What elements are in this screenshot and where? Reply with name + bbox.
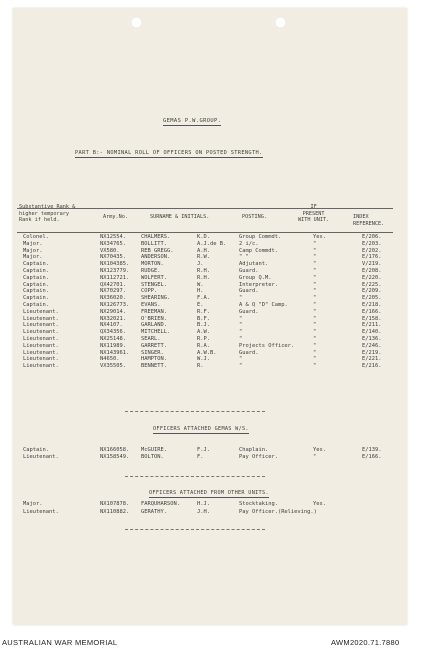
initials-cell: F.A. xyxy=(197,295,210,302)
posting-cell: " xyxy=(239,356,243,363)
posting-cell: " xyxy=(239,363,243,370)
present-cell: " xyxy=(313,261,317,268)
initials-cell: R.W. xyxy=(197,254,210,261)
initials-cell: A.W. xyxy=(197,329,210,336)
rank-cell: Lieutenant. xyxy=(23,322,59,329)
surname-cell: RUDGE. xyxy=(141,268,161,274)
index-cell: E/158. xyxy=(362,315,382,322)
index-cell: E/136. xyxy=(362,336,382,342)
initials-cell: R.P. xyxy=(197,336,210,342)
footer-source: AUSTRALIAN WAR MEMORIAL xyxy=(2,638,118,647)
surname-cell: ANDERSON. xyxy=(141,254,171,261)
initials-cell: R.F. xyxy=(197,308,210,315)
initials-cell: F. xyxy=(197,454,204,460)
present-cell: " xyxy=(313,240,317,247)
posting-cell: Guard. xyxy=(239,308,259,315)
present-cell: " xyxy=(313,336,317,342)
initials-cell: K.D. xyxy=(197,234,210,240)
section-divider xyxy=(125,411,265,412)
index-cell: E/218. xyxy=(362,302,382,308)
index-cell: E/220. xyxy=(362,274,382,281)
surname-cell: BENNETT. xyxy=(141,363,167,370)
header-posting: POSTING. xyxy=(242,214,267,220)
army-no-cell: VX580. xyxy=(100,247,120,254)
rank-cell: Captain. xyxy=(23,447,49,453)
present-cell: " xyxy=(313,302,317,308)
rank-cell: Captain. xyxy=(23,281,49,288)
rank-cell: Lieutenant. xyxy=(23,508,59,515)
army-no-cell: NX166058. xyxy=(100,447,130,453)
army-no-cell: NX110882. xyxy=(100,508,130,515)
posting-cell: Guard. xyxy=(239,288,259,295)
posting-cell: " xyxy=(239,315,243,322)
initials-cell: A.W.B. xyxy=(197,349,217,356)
present-cell: " xyxy=(313,454,317,460)
army-no-cell: NX104385. xyxy=(100,261,130,268)
rank-cell: Major. xyxy=(23,254,43,261)
army-no-cell: NX158549. xyxy=(100,454,130,460)
rank-cell: Captain. xyxy=(23,274,49,281)
army-no-cell: VX35505. xyxy=(100,363,126,370)
rank-cell: Captain. xyxy=(23,295,49,302)
section-divider xyxy=(125,476,265,477)
present-cell: " xyxy=(313,308,317,315)
army-no-cell: N4650. xyxy=(100,356,120,363)
rank-cell: Captain. xyxy=(23,261,49,268)
rank-cell: Lieutenant. xyxy=(23,336,59,342)
surname-cell: CHALMERS. xyxy=(141,234,171,240)
army-no-cell: QX42701. xyxy=(100,281,126,288)
rank-cell: Captain. xyxy=(23,288,49,295)
rank-cell: Lieutenant. xyxy=(23,329,59,336)
rank-cell: Colonel. xyxy=(23,234,49,240)
present-cell: " xyxy=(313,274,317,281)
initials-cell: H. xyxy=(197,288,204,295)
punch-hole xyxy=(275,17,286,28)
army-no-cell: NX12554. xyxy=(100,234,126,240)
rank-cell: Captain. xyxy=(23,302,49,308)
posting-cell: " xyxy=(239,295,243,302)
initials-cell: R.H. xyxy=(197,268,210,274)
army-no-cell: QX34356. xyxy=(100,329,126,336)
posting-cell: Camp Commdt. xyxy=(239,247,278,254)
header-index: INDEX REFERENCE. xyxy=(353,214,385,227)
surname-cell: O'BRIEN. xyxy=(141,315,167,322)
index-cell: E/166. xyxy=(362,308,382,315)
surname-cell: EVANS. xyxy=(141,302,161,308)
initials-cell: A.H. xyxy=(197,247,210,254)
index-cell: E/211. xyxy=(362,322,382,329)
posting-cell: " xyxy=(239,329,243,336)
posting-cell: Chaplain. xyxy=(239,447,269,453)
index-cell: E/206. xyxy=(362,234,382,240)
index-cell: E/246. xyxy=(362,342,382,349)
section-divider xyxy=(125,529,265,530)
index-cell: E/176. xyxy=(362,254,382,261)
surname-cell: BOLLITT. xyxy=(141,240,167,247)
present-cell: " xyxy=(313,329,317,336)
present-cell: Yes. xyxy=(313,447,326,453)
document-title: GEMAS P.W.GROUP. xyxy=(163,118,222,124)
section-other-units-title: OFFICERS ATTACHED FROM OTHER UNITS. xyxy=(149,490,269,496)
surname-cell: SEARL. xyxy=(141,336,161,342)
document-subtitle: PART B:- NOMINAL ROLL OF OFFICERS ON POSTED STRENGTH. xyxy=(75,150,263,156)
army-no-cell: NX126773. xyxy=(100,302,130,308)
surname-cell: MORTON. xyxy=(141,261,164,268)
punch-hole xyxy=(131,17,142,28)
posting-cell: Pay Officer. xyxy=(239,454,278,460)
present-cell: Yes. xyxy=(313,501,326,507)
initials-cell: J.H. xyxy=(197,508,210,515)
present-cell: " xyxy=(313,349,317,356)
present-cell: " xyxy=(313,363,317,370)
index-cell: E/203. xyxy=(362,240,382,247)
posting-cell: " " xyxy=(239,254,249,261)
rank-cell: Lieutenant. xyxy=(23,308,59,315)
document-page xyxy=(13,8,407,625)
initials-cell: H.J. xyxy=(197,501,210,507)
surname-cell: WOLFERT. xyxy=(141,274,167,281)
posting-cell: Guard. xyxy=(239,349,259,356)
index-cell: V/219. xyxy=(362,261,382,268)
present-cell: " xyxy=(313,281,317,288)
surname-cell: SHEARING. xyxy=(141,295,171,302)
present-cell: " xyxy=(313,342,317,349)
initials-cell: B.F. xyxy=(197,315,210,322)
rank-cell: Lieutenant. xyxy=(23,349,59,356)
surname-cell: STENGEL. xyxy=(141,281,167,288)
rank-cell: Major. xyxy=(23,501,43,507)
header-bottom-rule xyxy=(17,232,393,233)
rank-cell: Lieutenant. xyxy=(23,342,59,349)
present-cell: Yes. xyxy=(313,234,326,240)
posting-cell: Guard. xyxy=(239,268,259,274)
surname-cell: SINGER. xyxy=(141,349,164,356)
rank-cell: Major. xyxy=(23,247,43,254)
posting-cell: Interpreter. xyxy=(239,281,278,288)
index-cell: E/205. xyxy=(362,295,382,302)
initials-cell: R.A. xyxy=(197,342,210,349)
posting-cell: Group Q.M. xyxy=(239,274,272,281)
posting-cell: 2 i/c. xyxy=(239,240,259,247)
rank-cell: Captain. xyxy=(23,268,49,274)
army-no-cell: NX25148. xyxy=(100,336,126,342)
header-rank: Substantive Rank & higher temporary Rank if held. xyxy=(19,204,76,223)
present-cell: " xyxy=(313,315,317,322)
posting-cell: Group Commdt. xyxy=(239,234,282,240)
present-cell: " xyxy=(313,295,317,302)
surname-cell: COPP. xyxy=(141,288,158,295)
rank-cell: Lieutenant. xyxy=(23,356,59,363)
initials-cell: W. xyxy=(197,281,204,288)
surname-cell: FARQUHARSON. xyxy=(141,501,180,507)
footer-reference: AWM2020.71.7880 xyxy=(331,638,400,647)
index-cell: E/219. xyxy=(362,349,382,356)
surname-cell: GERATHY. xyxy=(141,508,167,515)
rank-cell: Major. xyxy=(23,240,43,247)
index-cell: E/209. xyxy=(362,288,382,295)
army-no-cell: NX123779. xyxy=(100,268,130,274)
present-cell: " xyxy=(313,356,317,363)
initials-cell: E. xyxy=(197,302,204,308)
rank-cell: Lieutenant. xyxy=(23,363,59,370)
posting-cell: Projects Officer. xyxy=(239,342,295,349)
initials-cell: F.J. xyxy=(197,447,210,453)
rank-cell: Lieutenant. xyxy=(23,315,59,322)
posting-cell: A & Q "D" Camp. xyxy=(239,302,288,308)
initials-cell: B.J. xyxy=(197,322,210,329)
header-present: IF PRESENT WITH UNIT. xyxy=(298,204,330,223)
army-no-cell: NX34765. xyxy=(100,240,126,247)
index-cell: E/166. xyxy=(362,454,382,460)
initials-cell: J. xyxy=(197,261,204,268)
posting-cell: " xyxy=(239,322,243,329)
surname-cell: McGUIRE. xyxy=(141,447,167,453)
index-cell: E/208. xyxy=(362,268,382,274)
initials-cell: R. xyxy=(197,363,204,370)
index-cell: E/221. xyxy=(362,356,382,363)
initials-cell: W.J. xyxy=(197,356,210,363)
rank-cell: Lieutenant. xyxy=(23,454,59,460)
surname-cell: GARLAND. xyxy=(141,322,167,329)
index-cell: E/140. xyxy=(362,329,382,336)
present-cell: " xyxy=(313,288,317,295)
posting-cell: Stocktaking. xyxy=(239,501,278,507)
index-cell: E/202. xyxy=(362,247,382,254)
surname-cell: REB GREGG. xyxy=(141,247,174,254)
present-cell: " xyxy=(313,254,317,261)
index-cell: E/139. xyxy=(362,447,382,453)
initials-cell: R.H. xyxy=(197,274,210,281)
header-army-no: Army.No. xyxy=(103,214,128,220)
posting-cell: Adjutant. xyxy=(239,261,269,268)
posting-cell: " xyxy=(239,336,243,342)
army-no-cell: NX4107. xyxy=(100,322,123,329)
army-no-cell: NX70297. xyxy=(100,288,126,295)
army-no-cell: NX32021. xyxy=(100,315,126,322)
surname-cell: HAMPTON. xyxy=(141,356,167,363)
posting-cell: Pay Officer.(Relieving.) xyxy=(239,508,317,515)
surname-cell: BOLTON. xyxy=(141,454,164,460)
index-cell: E/225. xyxy=(362,281,382,288)
initials-cell: A.J.de B. xyxy=(197,240,227,247)
army-no-cell: NX36020. xyxy=(100,295,126,302)
army-no-cell: NX112721. xyxy=(100,274,130,281)
army-no-cell: NX29014. xyxy=(100,308,126,315)
header-surname: SURNAME & INITIALS. xyxy=(150,214,210,220)
army-no-cell: NX143961. xyxy=(100,349,130,356)
index-cell: E/216. xyxy=(362,363,382,370)
present-cell: " xyxy=(313,247,317,254)
army-no-cell: NX70435. xyxy=(100,254,126,261)
surname-cell: FREEMAN. xyxy=(141,308,167,315)
surname-cell: GARRETT. xyxy=(141,342,167,349)
section-attached-title: OFFICERS ATTACHED GEMAS W/S. xyxy=(153,426,249,432)
present-cell: " xyxy=(313,268,317,274)
army-no-cell: NX11989. xyxy=(100,342,126,349)
surname-cell: MITCHELL. xyxy=(141,329,171,336)
army-no-cell: NX107878. xyxy=(100,501,130,507)
present-cell: " xyxy=(313,322,317,329)
